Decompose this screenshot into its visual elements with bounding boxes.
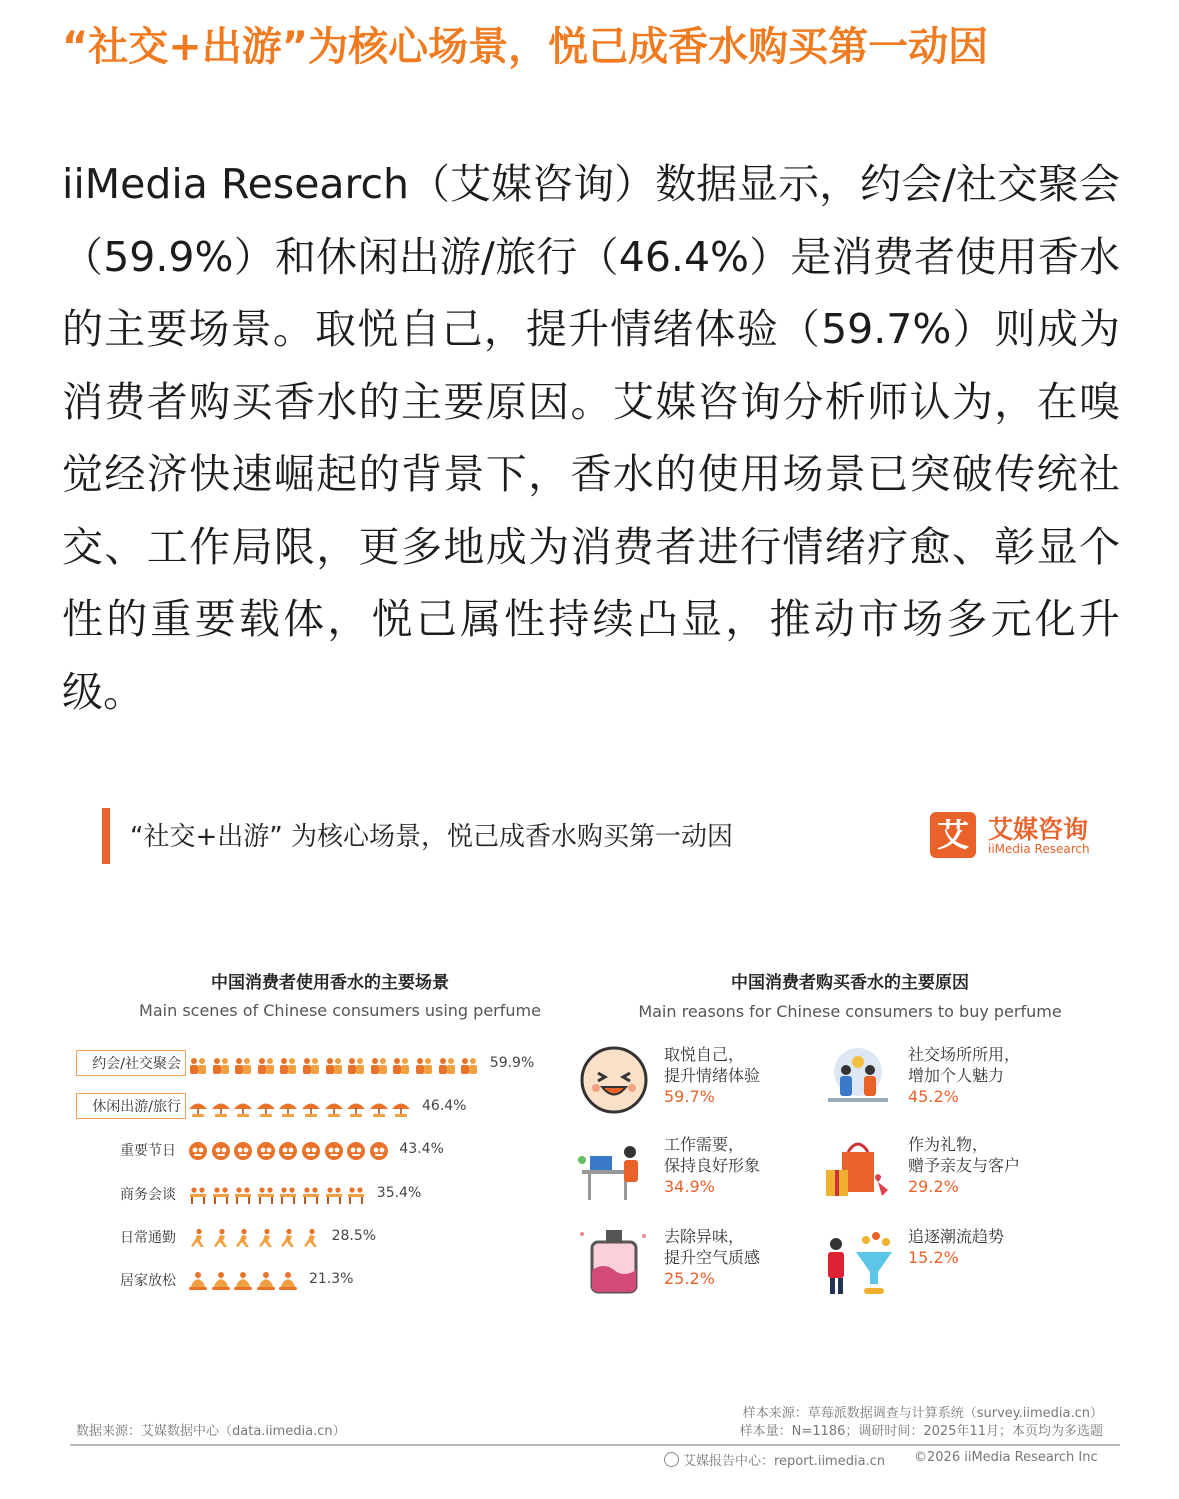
meditation-icon [278,1271,298,1291]
scene-pictograph-bar [188,1185,369,1207]
scene-row [70,1048,550,1084]
umbrella-icon [324,1098,344,1118]
scene-pictograph-bar [188,1271,301,1293]
umbrella-icon [256,1098,276,1118]
umbrella-icon [233,1098,253,1118]
umbrella-icon [391,1098,411,1118]
gift-icon [188,1141,208,1161]
umbrella-icon [369,1098,389,1118]
data-source: 数据来源：艾媒数据中心（data.iimedia.cn） [76,1424,346,1439]
scene-row [70,1091,550,1127]
reason-label: 去除异味， [664,1227,745,1246]
people-group-icon [233,1055,253,1075]
reason-label: 作为礼物， [908,1135,989,1154]
people-group-icon [211,1055,231,1075]
reason-value-label: 34.9% [664,1177,715,1196]
reason-label-line2: 赠予亲友与客户 [908,1156,1021,1175]
reason-label-line2: 保持良好形象 [664,1156,761,1175]
umbrella-icon [346,1098,366,1118]
gift-icon [346,1141,366,1161]
reason-label-line2: 提升情绪体验 [664,1066,761,1085]
trend-funnel-icon [818,1222,898,1302]
scene-value-label: 59.9% [489,1055,535,1071]
reason-text [908,1044,1020,1107]
scene-value-label: 21.3% [309,1271,354,1287]
brand-logo [930,810,1120,862]
meeting-icon [346,1185,366,1205]
scene-label: 休闲出游/旅行 [76,1093,186,1119]
commuter-icon [211,1228,231,1248]
reasons-chart-subtitle: Main reasons for Chinese consumers to buy perfume [638,1002,1062,1021]
meeting-icon [301,1185,321,1205]
scene-label: 商务会谈 [120,1186,176,1203]
body-paragraph: iiMedia Research（艾媒咨询）数据显示，约会/社交聚会（59.9%）和休闲出游/旅行（46.4%）是消费者使用香水的主要场景。取悦自己，提升情绪体验（59.7%）则成为消费者购买香水的主要原因。艾媒咨询分析师认为，在嗅觉经济快速崛起的背景下，香水的使用场景已突破传统社交、工作局限，更多地成为消费者进行情绪疗愈、彰显个性的重要载体，悦己属性持续凸显，推动市场多元化升级。 [62,160,1120,716]
meeting-icon [233,1185,253,1205]
commuter-icon [233,1228,253,1248]
globe-icon [664,1452,679,1467]
people-group-icon [391,1055,411,1075]
people-group-icon [256,1055,276,1075]
scene-label: 重要节日 [120,1143,176,1160]
gift-icon [324,1141,344,1161]
scenes-chart-subtitle: Main scenes of Chinese consumers using perfume [139,1001,541,1020]
people-group-icon [188,1055,208,1075]
footer-divider [70,1444,1120,1446]
reason-value-label: 15.2% [908,1248,959,1267]
reason-text [664,1226,760,1289]
reason-item [818,1130,1058,1210]
brand-name-cn: 艾媒咨询 [988,815,1089,844]
scene-row [70,1264,550,1300]
people-group-icon [369,1055,389,1075]
reason-value-label: 45.2% [908,1087,959,1106]
umbrella-icon [211,1098,231,1118]
reason-label: 追逐潮流趋势 [908,1227,1005,1246]
meditation-icon [256,1271,276,1291]
scene-label: 日常通勤 [120,1229,176,1246]
reason-value-label: 29.2% [908,1177,959,1196]
gift-icon [278,1141,298,1161]
scenes-chart-title: 中国消费者使用香水的主要场景 [211,973,449,993]
meeting-icon [256,1185,276,1205]
reason-item [574,1222,814,1302]
reason-item [574,1130,814,1210]
title-accent-bar [102,808,110,864]
report-center [664,1450,885,1469]
scene-label: 居家放松 [120,1273,176,1289]
headline: “社交+出游”为核心场景，悦己成香水购买第一动因 [62,24,989,70]
gift-bag-icon [818,1130,898,1210]
meeting-icon [324,1185,344,1205]
reason-text [908,1226,1004,1268]
commuter-icon [278,1228,298,1248]
office-worker-icon [574,1130,654,1210]
people-group-icon [301,1055,321,1075]
commuter-icon [188,1228,208,1248]
sample-size: 样本量：N=1186；调研时间：2025年11月；本页均为多选题 [739,1424,1103,1439]
perfume-bottle-icon [574,1222,654,1302]
scene-pictograph-bar [188,1141,391,1163]
reason-value-label: 25.2% [664,1269,715,1288]
people-group-icon [278,1055,298,1075]
smiley-face-icon [574,1040,654,1120]
report-center-label: 艾媒报告中心：report.iimedia.cn [683,1454,886,1469]
meeting-icon [188,1185,208,1205]
copyright: ©2026 iiMedia Research Inc [914,1450,1098,1465]
reason-value-label: 59.7% [664,1087,715,1106]
people-group-icon [324,1055,344,1075]
reason-label: 取悦自己， [664,1045,745,1064]
infographic-title: “社交+出游” 为核心场景，悦己成香水购买第一动因 [130,822,733,852]
people-group-icon [459,1055,479,1075]
reason-label-line2: 提升空气质感 [664,1248,761,1267]
people-group-icon [437,1055,457,1075]
reason-item [574,1040,814,1120]
people-group-icon [346,1055,366,1075]
meditation-icon [233,1271,253,1291]
commuter-icon [301,1228,321,1248]
gift-icon [211,1141,231,1161]
scene-pictograph-bar [188,1055,482,1077]
reason-text [908,1134,1020,1197]
scene-label: 约会/社交聚会 [76,1050,186,1076]
meditation-icon [188,1271,208,1291]
gift-icon [233,1141,253,1161]
reason-text [664,1044,760,1107]
people-group-icon [414,1055,434,1075]
meeting-icon [211,1185,231,1205]
scene-pictograph-bar [188,1228,324,1250]
meditation-icon [211,1271,231,1291]
reason-item [818,1222,1058,1302]
scene-pictograph-bar [188,1098,414,1120]
social-people-icon [818,1040,898,1120]
brand-mark-icon: 艾 [930,812,976,858]
scene-row [70,1178,550,1214]
reason-label-line2: 增加个人魅力 [908,1066,1005,1085]
reason-text [664,1134,760,1197]
commuter-icon [256,1228,276,1248]
scene-value-label: 46.4% [422,1098,467,1115]
scene-row [70,1221,550,1257]
umbrella-icon [301,1098,321,1118]
umbrella-icon [278,1098,298,1118]
meeting-icon [278,1185,298,1205]
brand-name-en: iiMedia Research [988,842,1090,856]
sample-source: 样本来源：草莓派数据调查与计算系统（survey.iimedia.cn） [742,1406,1103,1421]
scene-value-label: 43.4% [399,1141,444,1158]
gift-icon [256,1141,276,1161]
reason-item [818,1040,1058,1120]
umbrella-icon [188,1098,208,1118]
reason-label: 社交场所所用， [908,1045,1021,1064]
scene-row [70,1134,550,1170]
gift-icon [301,1141,321,1161]
reasons-chart-title: 中国消费者购买香水的主要原因 [731,973,969,993]
scene-value-label: 35.4% [376,1184,422,1201]
reason-label: 工作需要， [664,1135,745,1154]
gift-icon [369,1141,389,1161]
scene-value-label: 28.5% [331,1227,377,1244]
